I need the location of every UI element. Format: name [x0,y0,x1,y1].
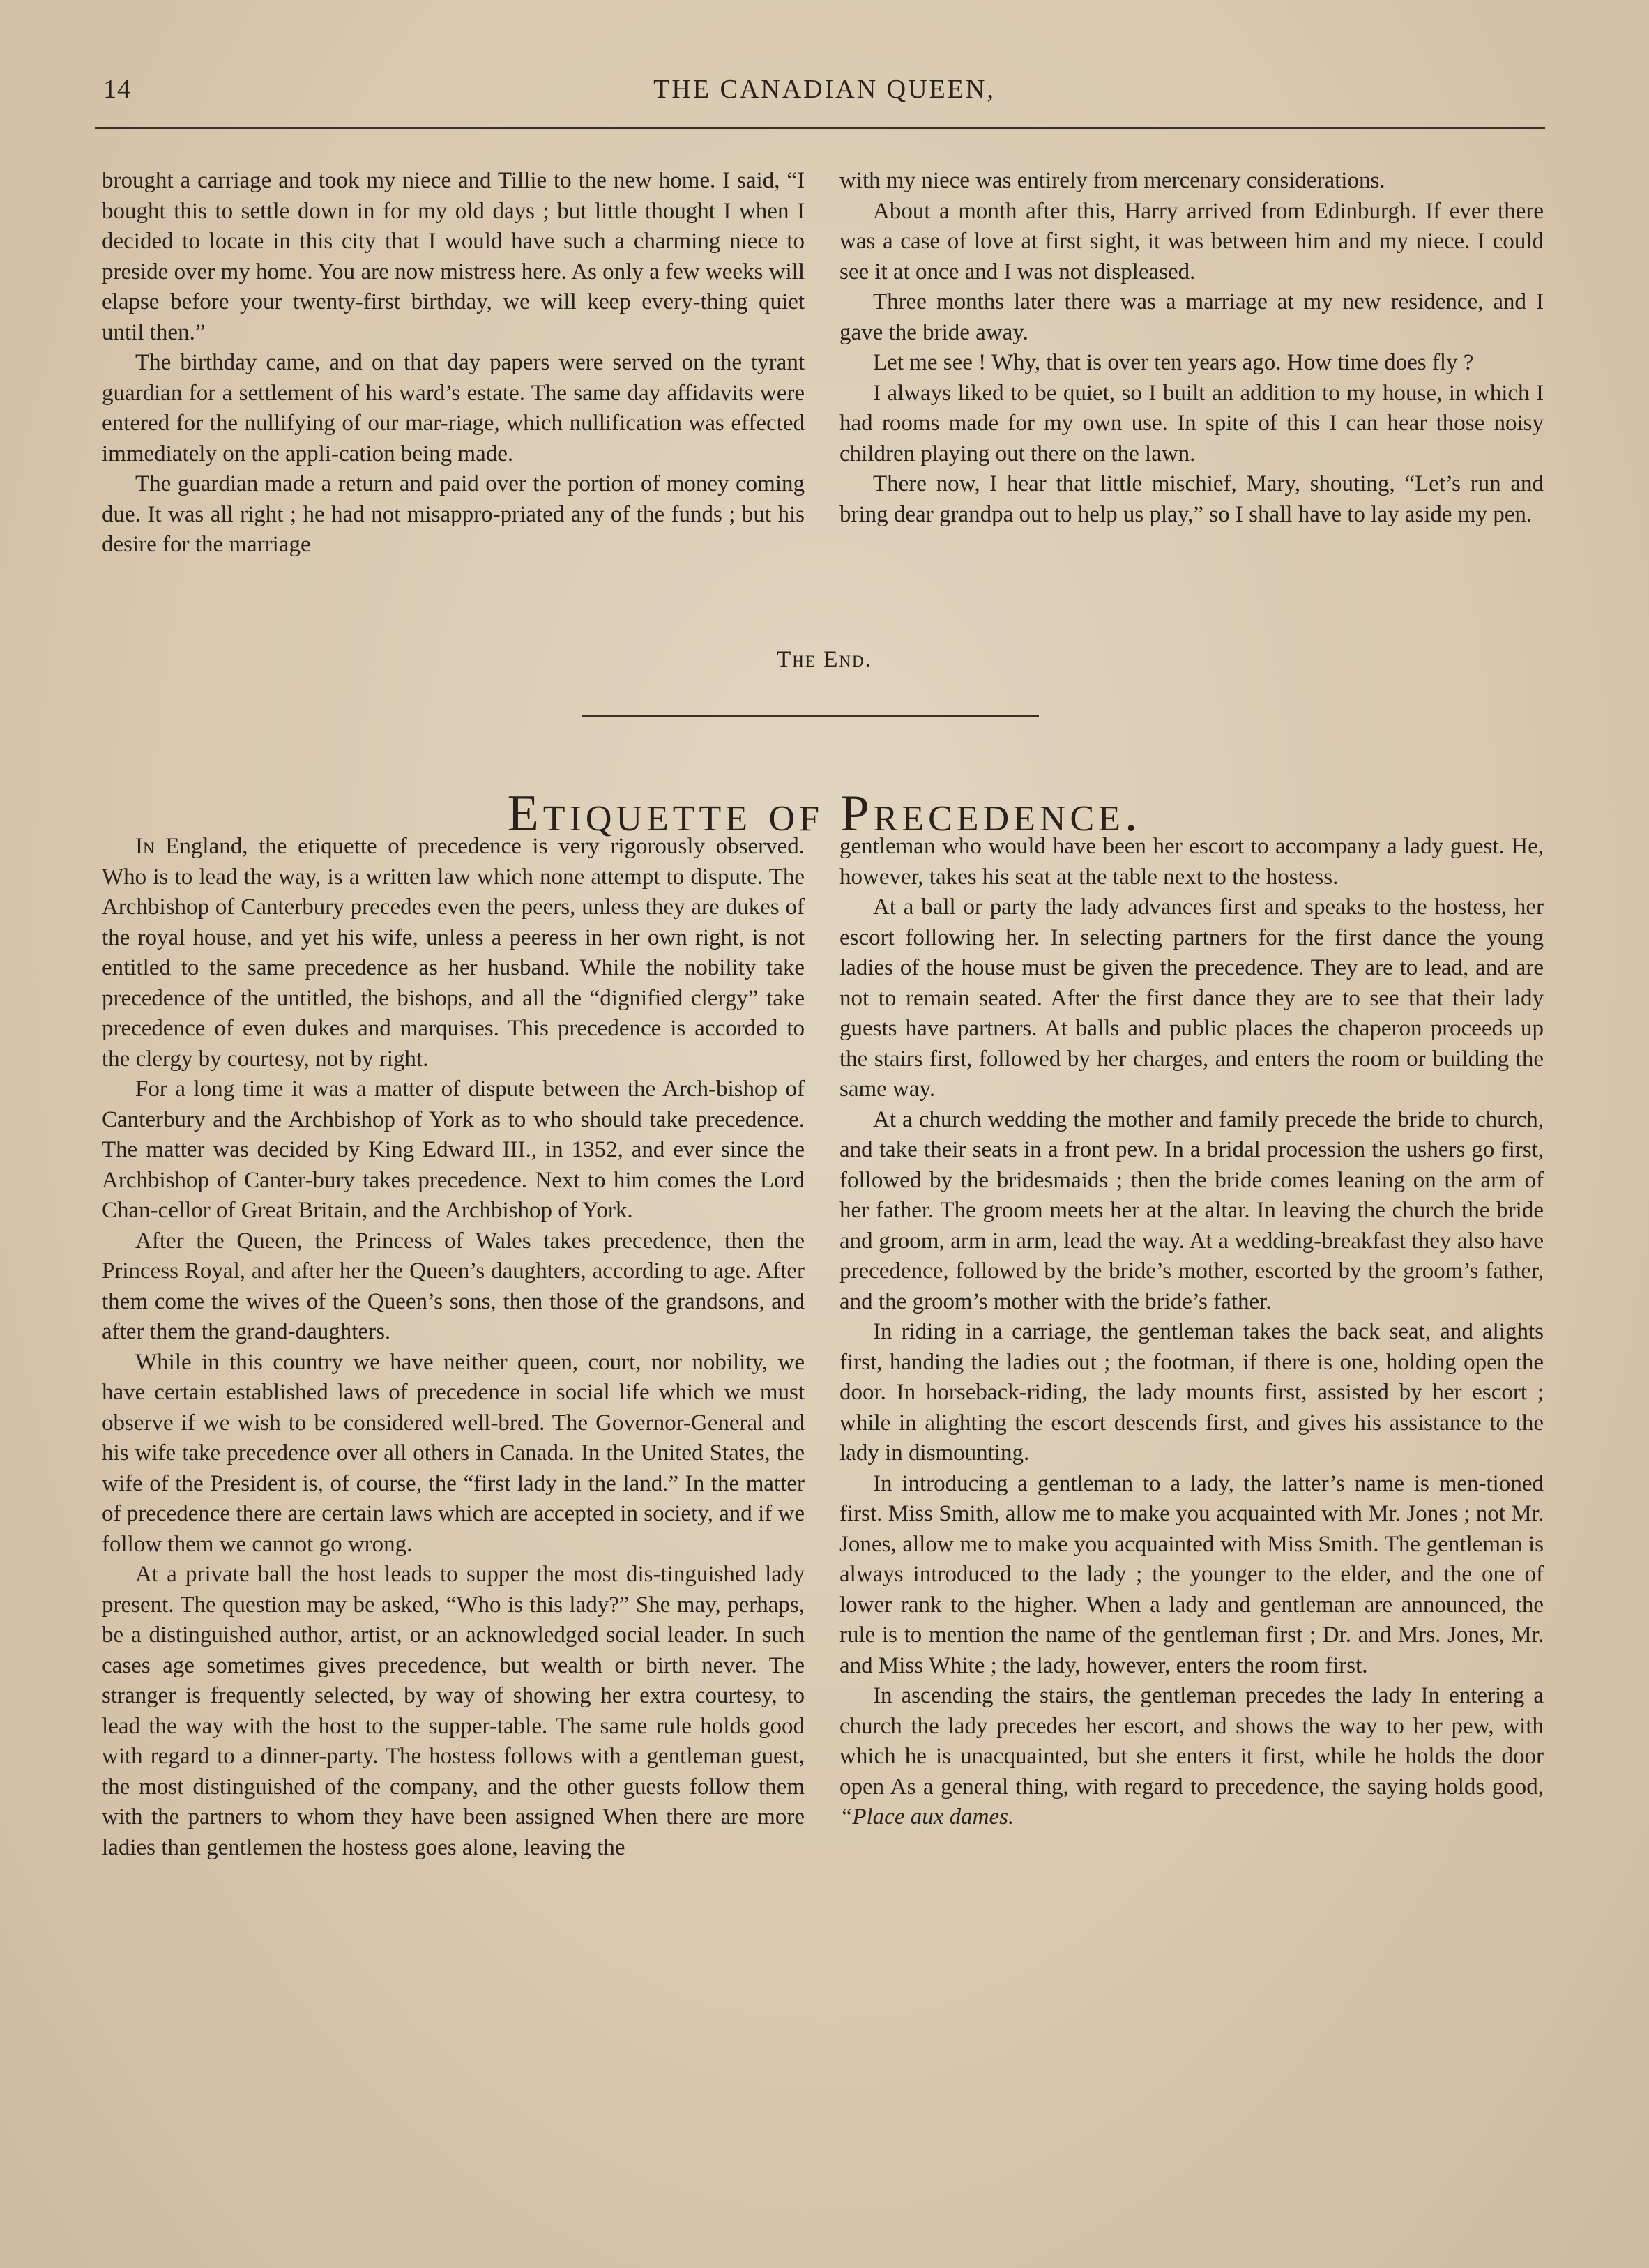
paragraph: For a long time it was a matter of dispute between the Arch-bishop of Canterbury and the Archbishop of York as to who should take precedence. The matter was decided by King Edward III., in 1352, and ever since the Archbishop of Canter-bury takes precedence. Next to him comes the Lord Chan-cellor of Great Britain, and the Archbishop of York. [102,1076,805,1223]
closing-quote: “Place aux dames. [839,1804,1015,1829]
story-column-left [102,166,805,561]
article-column-right [839,832,1544,1833]
paragraph: The guardian made a return and paid over the portion of money coming due. It was all right ; he had not misappro-priated any of the funds ; but his desire for the marriage [102,471,805,557]
paragraph: There now, I hear that little mischief, Mary, shouting, “Let’s run and bring dear grandpa out to help us play,” so I shall have to lay aside my pen. [839,471,1544,527]
paragraph-text: In ascending the stairs, the gentleman precedes the lady In entering a church the lady precedes her escort, and shows the way to her pew, with which he is unacquainted, but she enters it first, while he holds the door open As a general thing, with regard to precedence, the saying holds good, [839,1683,1544,1799]
opening-word: In [135,834,155,859]
paragraph: I always liked to be quiet, so I built an addition to my house, in which I had rooms made for my own use. In spite of this I can hear those noisy children playing out there on the lawn. [839,380,1544,466]
paragraph: At a church wedding the mother and family precede the bride to church, and take their seats in a front pew. In a bridal procession the ushers go first, followed by the bridesmaids ; then the bride comes leaning on the arm of her father. The groom meets her at the altar. In leaving the church the bride and groom, arm in arm, lead the way. At a wedding-breakfast they also have precedence, followed by the bride’s mother, escorted by the groom’s father, and the groom’s mother with the bride’s father. [839,1106,1544,1314]
paragraph: Three months later there was a marriage at my new residence, and I gave the bride away. [839,289,1544,345]
paragraph [102,832,805,1074]
paragraph: gentleman who would have been her escort to accompany a lady guest. He, however, takes his seat at the table next to the hostess. [839,834,1544,890]
article-column-left [102,832,805,1863]
paragraph: The birthday came, and on that day papers were served on the tyrant guardian for a settlement of his ward’s estate. The same day affidavits were entered for the nullifying of our mar-riage, which nullification was effected immediately on the appli-cation being made. [102,350,805,466]
running-head: THE CANADIAN QUEEN, [653,75,996,104]
page-number: 14 [103,75,131,104]
paragraph: with my niece was entirely from mercenary considerations. [839,168,1385,193]
paragraph: In introducing a gentleman to a lady, the latter’s name is men-tioned first. Miss Smith, allow me to make you acquainted with Mr. Jones ; not Mr. Jones, allow me to make you acquainted with Miss Smith. The gentleman is always introduced to the lady ; the younger to the elder, and the one of lower rank to the higher. When a lady and gentleman are announced, the rule is to mention the name of the gentleman first ; Dr. and Mrs. Jones, Mr. and Miss White ; the lady, however, enters the room first. [839,1470,1544,1678]
paragraph [839,1681,1544,1833]
section-divider [582,715,1039,717]
paragraph: Let me see ! Why, that is over ten years ago. How time does fly ? [873,350,1474,375]
story-column-right [839,166,1544,530]
paragraph: brought a carriage and took my niece and Tillie to the new home. I said, “I bought this to settle down in for my old days ; but little thought I when I decided to locate in this city that I would have such a charming niece to preside over my home. You are now mistress here. As only a few weeks will elapse before your twenty-first birthday, we will keep every-thing quiet until then.” [102,168,805,345]
paragraph: At a private ball the host leads to supper the most dis-tinguished lady present. The question may be asked, “Who is this lady?” She may, perhaps, be a distinguished author, artist, or an acknowledged social leader. In such cases age sometimes gives precedence, but wealth or birth never. The stranger is frequently selected, by way of showing her extra courtesy, to lead the way with the host to the supper-table. The same rule holds good with regard to a dinner-party. The hostess follows with a gentleman guest, the most distinguished of the company, and the other guests follow them with the partners to whom they have been assigned When there are more ladies than gentlemen the hostess goes alone, leaving the [102,1562,805,1860]
article-title: Etiquette of Precedence. [507,784,1142,842]
the-end: The End. [777,647,872,672]
paragraph: About a month after this, Harry arrived from Edinburgh. If ever there was a case of love at first sight, it was between him and my niece. I could see it at once and I was not displeased. [839,198,1544,284]
paragraph: In riding in a carriage, the gentleman takes the back seat, and alights first, handing the ladies out ; the footman, if there is one, holding open the door. In horseback-riding, the lady mounts first, assisted by her escort ; while in alighting the escort descends first, and gives his assistance to the lady in dismounting. [839,1319,1544,1466]
paragraph: After the Queen, the Princess of Wales takes precedence, then the Princess Royal, and after her the Queen’s daughters, according to age. After them come the wives of the Queen’s sons, then those of the grandsons, and after them the grand-daughters. [102,1228,805,1344]
paragraph: At a ball or party the lady advances first and speaks to the hostess, her escort following her. In selecting partners for the first dance the young ladies of the house must be given the precedence. They are to lead, and are not to remain seated. After the first dance they are to see that their lady guests have partners. At balls and public places the chaperon proceeds up the stairs first, followed by her charges, and enters the room or building the same way. [839,895,1544,1102]
paragraph: While in this country we have neither queen, court, nor nobility, we have certain established laws of precedence in social life which we must observe if we wish to be considered well-bred. The Governor-General and his wife take precedence over all others in Canada. In the United States, the wife of the President is, of course, the “first lady in the land.” In the matter of precedence there are certain laws which are accepted in society, and if we follow them we cannot go wrong. [102,1349,805,1557]
paragraph-text: England, the etiquette of precedence is very rigorously observed. Who is to lead the way, is a written law which none attempt to dispute. The Archbishop of Canterbury precedes even the peers, unless they are dukes of the royal house, and yet his wife, unless a peeress in her own right, is not entitled to the same precedence as her husband. While the nobility take precedence of the untitled, the bishops, and all the “dignified clergy” take precedence of even dukes and marquises. This precedence is accorded to the clergy by courtesy, not by right. [102,834,805,1072]
header-rule [95,127,1545,129]
